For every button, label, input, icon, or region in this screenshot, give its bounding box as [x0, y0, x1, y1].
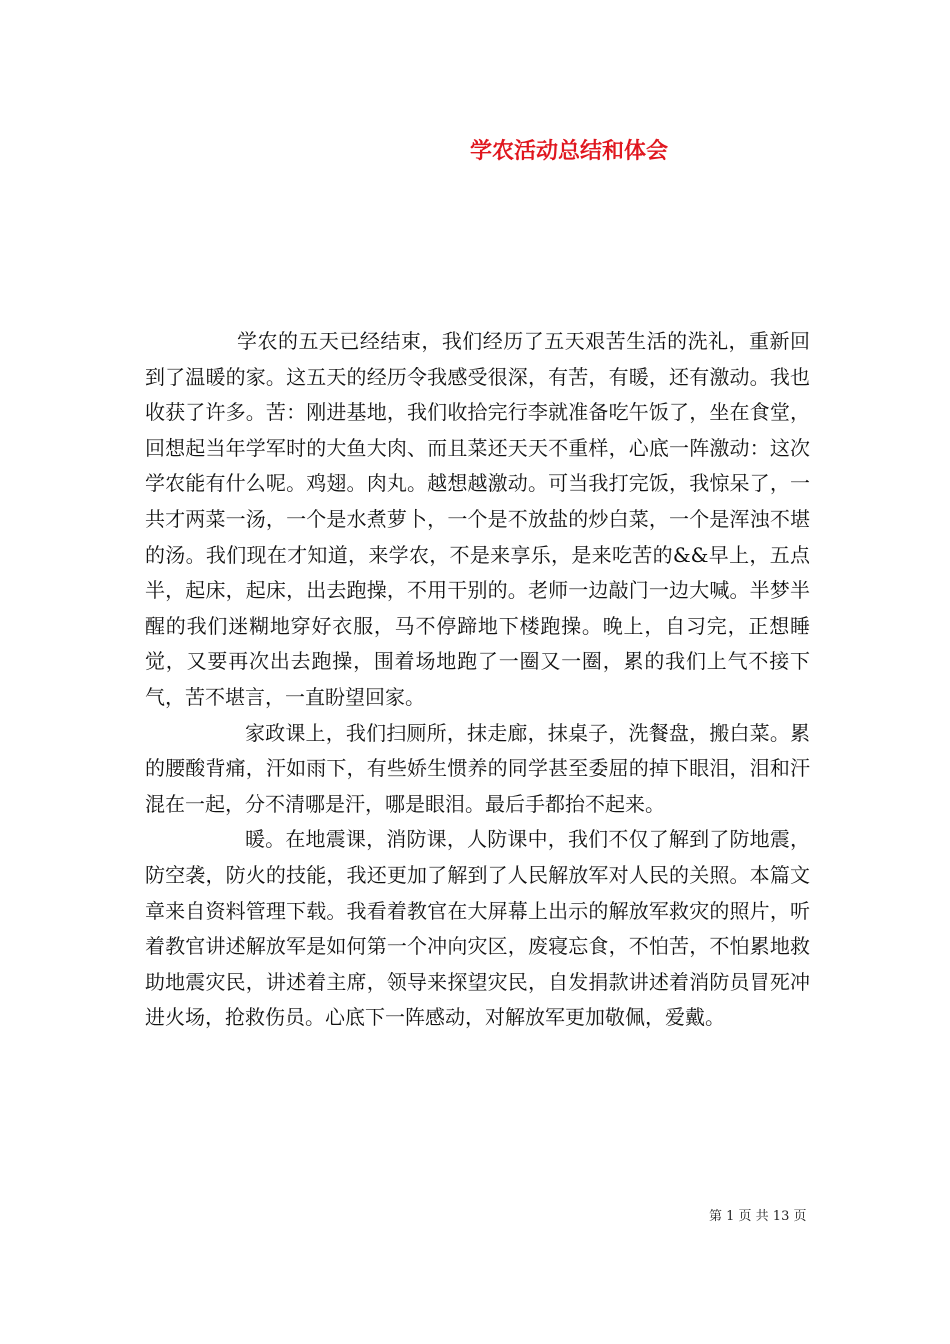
paragraph-3: 暖。在地震课，消防课，人防课中，我们不仅了解到了防地震，防空袭，防火的技能，我还更加了解到了人民解放军对人民的关照。本篇文章来自资料管理下载。我看着教官在大屏幕上出示的解放军救灾的照片，听着教官讲述解放军是如何第一个冲向灾区，废寝忘食，不怕苦，不怕累地救助地震灾民，讲述着主席，领导来探望灾民，自发捐款讲述着消防员冒死冲进火场，抢救伤员。心底下一阵感动，对解放军更加敬佩，爱戴。: [145, 827, 810, 1030]
paragraph-2: 家政课上，我们扫厕所，抹走廊，抹桌子，洗餐盘，搬白菜。累的腰酸背痛，汗如雨下，有些娇生惯养的同学甚至委屈的掉下眼泪，泪和汗混在一起，分不清哪是汗，哪是眼泪。最后手都抬不起来。: [145, 720, 810, 816]
document-title: 学农活动总结和体会: [470, 138, 669, 164]
page-number-footer: 第 1 页 共 13 页: [709, 1209, 807, 1224]
document-body: [145, 324, 810, 1036]
paragraph-1: 学农的五天已经结束，我们经历了五天艰苦生活的洗礼，重新回到了温暖的家。这五天的经历令我感受很深，有苦，有暖，还有激动。我也收获了许多。苦：刚进基地，我们收拾完行李就准备吃午饭了，坐在食堂，回想起当年学军时的大鱼大肉、而且菜还天天不重样，心底一阵激动：这次学农能有什么呢。鸡翅。肉丸。越想越激动。可当我打完饭，我惊呆了，一共才两菜一汤，一个是水煮萝卜，一个是不放盐的炒白菜，一个是浑浊不堪的汤。我们现在才知道，来学农，不是来享乐，是来吃苦的&&早上，五点半，起床，起床，出去跑操，不用干别的。老师一边敲门一边大喊。半梦半醒的我们迷糊地穿好衣服，马不停蹄地下楼跑操。晚上，自习完，正想睡觉，又要再次出去跑操，围着场地跑了一圈又一圈，累的我们上气不接下气，苦不堪言，一直盼望回家。: [145, 329, 810, 709]
